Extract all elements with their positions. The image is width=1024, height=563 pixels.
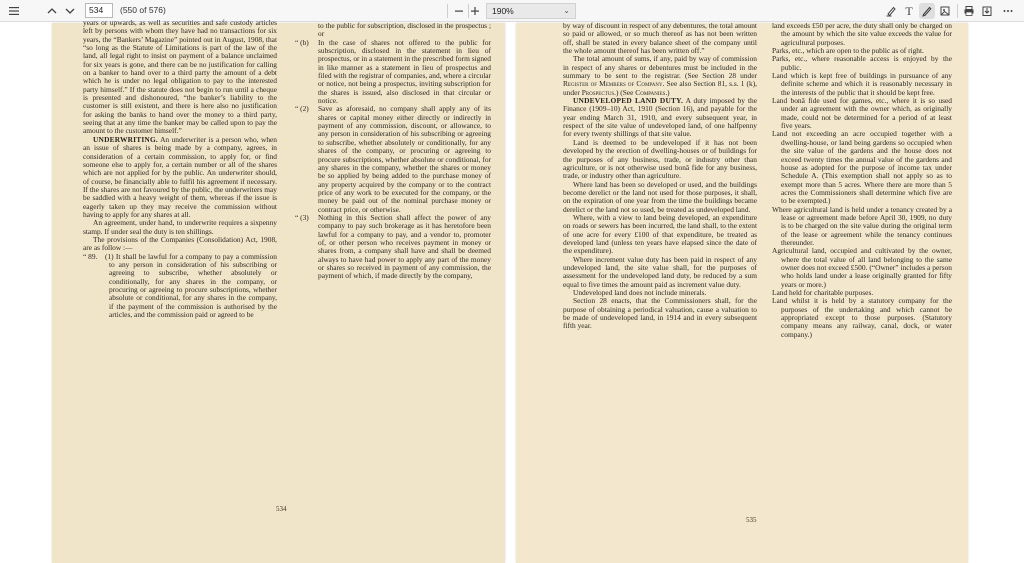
page-count: (550 of 576)	[120, 5, 166, 15]
highlight-icon[interactable]	[883, 3, 899, 19]
paragraph: Where land has been so developed or used, and the buildings become derelict or the land not used for those purposes, it shall, on the expiration of one year from the time the buildings became derelict or the land not so used, be treated as undeveloped land.	[563, 179, 757, 214]
left-column-2	[295, 22, 491, 281]
exemption-item: Land bonâ fide used for games, etc., where it is so used under an agreement with the owner which, as originally made, could not be determined for a period of at least five years.	[772, 96, 952, 131]
paragraph: Section 28 enacts, that the Commissioners shall, for the purpose of obtaining a periodical valuation, cause a valuation to be made of undeveloped land, in 1914 and in every subsequent fifth year.	[563, 296, 757, 331]
left-column-1	[83, 19, 277, 319]
eraser-icon[interactable]	[937, 3, 953, 19]
section-89: “ 89. (1) It shall be lawful for a company to pay a commission to any person in consideration of his subscribing or agreeing to subscribe, whether absolutely or conditionally, for any shares in the company, or procuring or agreeing to procure subscriptions, whether absolute or conditional, for any shares in the company, if the payment of the commission is authorised by the articles, and the commission paid or agreed to be	[83, 251, 277, 320]
chevron-up-icon[interactable]	[44, 3, 60, 19]
paragraph: The total amount of sums, if any, paid by way of commission in respect of any shares or debentures must be included in the summary to be sent to the registrar. (See Section 28 under Register of Members of Company. See also Section 81, s.s. 1 (k), under Prospectus.) (See Companies.)	[563, 54, 758, 97]
zoom-value: 190%	[492, 6, 514, 16]
toolbar-divider	[447, 4, 448, 18]
heading-underwriting: UNDERWRITING.	[93, 134, 158, 144]
sidebar-toggle-icon[interactable]	[6, 3, 22, 19]
paragraph: Undeveloped land does not include minerals.	[573, 288, 707, 297]
page-535	[516, 23, 968, 563]
item-3: “ (3) Nothing in this Section shall affect the power of any company to pay such brokerage as it has heretofore been lawful for a company to pay, and a vendor to, promoter of, or other person who receives payment in money or shares from, a company shall have and shall be deemed always to have had power to apply any part of the money or shares so received in payment of any commission, the payment of which, if made directly by the company,	[295, 212, 491, 281]
text-icon[interactable]: T	[905, 3, 913, 18]
exemption-item: land exceeds £50 per acre, the duty shall only be charged on the amount by which the site value exceeds the value for agricultural purposes.	[772, 21, 952, 47]
heading-undeveloped-land-duty: UNDEVELOPED LAND DUTY.	[573, 96, 684, 106]
more-icon[interactable]	[1000, 3, 1016, 19]
paragraph: UNDEVELOPED LAND DUTY. A duty imposed by the Finance (1909–10) Act, 1910 (Section 16), and payable for the year ending March 31, 1910, and every subsequent year, in respect of the site value of undeveloped land, of one halfpenny for every twenty shillings of that site value.	[563, 96, 757, 139]
item-b: “ (b) In the case of shares not offered to the public for subscription, disclosed in the statement in lieu of prospectus, or in a statement in the prescribed form signed in like manner as a statement in lieu of prospectus and filed with the registrar of companies, and, where a circular or notice, not being a prospectus, inviting subscription for the shares is issued, also disclosed in that circular or notice.	[295, 37, 491, 106]
exemption-item: Parks, etc., which are open to the public as of right.	[772, 46, 924, 56]
paragraph: to the public for subscription, disclosed in the prospectus ; or	[318, 21, 491, 39]
zoom-select[interactable]	[486, 3, 576, 19]
zoom-in-icon[interactable]	[467, 3, 483, 19]
document-viewer[interactable]	[0, 18, 1024, 551]
page-534	[52, 18, 505, 563]
paragraph: years or upwards, as well as securities and safe custody articles left by persons with whom they have had no transactions for six years, the “Bankers’ Magazine” pointed out in August, 1908, that “so long as the Statute of Limitations is part of the law of the land, all legal right to insist on payment of a balance unclaimed for six years is gone, and there can be no justification for calling on a banker to hand over to a third party the amount of a debt which he is under no legal obligation to pay to the interested party himself.” If the statute does not begin to run until a cheque is presented and dishonoured, “the banker’s liability to the customer is still existent, and there is here also no justification for asking the banks to hand over the money to a third party, seeing that at any time the banker may be called upon to pay the amount to the customer himself.”	[83, 18, 277, 136]
paragraph: Land is deemed to be undeveloped if it has not been developed by the erection of dwelling-houses or of buildings for the purposes of any business, trade, or industry other than agriculture, or is not otherwise used bonâ fide for any business, trade, or industry other than agriculture.	[563, 137, 757, 181]
exemption-item: Where agricultural land is held under a tenancy created by a lease or agreement made before April 30, 1909, no duty is to be charged on the site value during the original term of the lease or agreement while the tenancy continues thereunder.	[772, 204, 952, 247]
chevron-down-icon[interactable]	[62, 3, 78, 19]
paragraph: Where, with a view to land being developed, an expenditure on roads or sewers has been incurred, the land shall, to the extent of one acre for every £100 of that expenditure, be treated as developed land (unless ten years have elapsed since the date of the expenditure).	[563, 212, 757, 256]
exemption-item: Land whilst it is held by a statutory company for the purposes of the undertaking and which cannot be appropriated except to those purposes. (Statutory company means any railway, canal, dock, or water company.)	[772, 296, 952, 339]
exemption-item: Parks, etc., where reasonable access is enjoyed by the public.	[772, 54, 952, 72]
paragraph: by way of discount in respect of any debentures, the total amount so paid or allowed, or so much thereof as has not been written off, shall be stated in every balance sheet of the company until the whole amount thereof has been written off.”	[563, 21, 757, 56]
chevron-down-icon: ⌄	[563, 6, 570, 15]
exemption-item: Land held for charitable purposes.	[772, 288, 874, 297]
exemption-item: Land which is kept free of buildings in pursuance of any definite scheme and which it is reasonably necessary in the interests of the public that it should be kept free.	[772, 71, 952, 97]
item-2: “ (2) Save as aforesaid, no company shall apply any of its shares or capital money either directly or indirectly in payment of any commission, discount, or allowance, to any person in consideration of his subscribing or agreeing to subscribe, whether absolutely or conditionally, for any shares of the company, or procuring or agreeing to procure subscriptions, whether absolute or conditional, for any shares in the company, whether the shares or money be so applied by being added to the purchase money of any property acquired by the company or to the contract price of any work to be executed for the company, or the money be paid out of the nominal purchase money or contract price, or otherwise.	[295, 104, 491, 214]
page-number: 534	[276, 505, 287, 513]
zoom-out-icon[interactable]	[451, 3, 467, 19]
paragraph: Where increment value duty has been paid in respect of any undeveloped land, the site value shall, for the purposes of assessment for the undeveloped land duty, be reduced by a sum equal to five times the amount paid as increment value duty.	[563, 254, 757, 289]
exemption-item: Land not exceeding an acre occupied together with a dwelling-house, or land being gardens so occupied when the site value of the gardens and the house does not exceed twenty times the annual value of the gardens and house as adopted for the purpose of income tax under Schedule A. (This exemption shall not apply so as to exempt more than 5 acres. Where there are more than 5 acres the Commissioners shall determine which five are to be exempted.)	[772, 129, 952, 206]
draw-icon[interactable]	[919, 3, 935, 19]
exemption-item: Agricultural land, occupied and cultivated by the owner, where the total value of all land belonging to the same owner does not exceed £500. (“Owner” includes a person who holds land under a lease originally granted for fifty years or more.)	[772, 246, 952, 289]
paragraph: The provisions of the Companies (Consolidation) Act, 1908, are as follow :—	[83, 234, 277, 253]
page-number: 535	[746, 516, 757, 524]
print-icon[interactable]	[961, 3, 977, 19]
page-number-input[interactable]: 534	[85, 3, 113, 18]
right-column-1	[563, 22, 757, 331]
save-icon[interactable]	[979, 3, 995, 19]
toolbar-divider	[957, 4, 958, 18]
paragraph: UNDERWRITING. An underwriter is a person who, when an issue of shares is being made by a company, agrees, in consideration of a certain commission, to apply for, or find someone else to apply for, a certain number or all of the shares which are not applied for by the public. An underwriter should, of course, be financially able to fulfil his agreement if necessary. If the shares are not favoured by the public, the underwriters may be saddled with a heavy weight of them, whereas if the issue is eagerly taken up they may receive the commission without having to apply for any shares at all.	[83, 134, 277, 219]
right-column-2	[772, 22, 952, 339]
paragraph: An agreement, under hand, to underwrite requires a sixpenny stamp. If under seal the duty is ten shillings.	[83, 218, 277, 236]
